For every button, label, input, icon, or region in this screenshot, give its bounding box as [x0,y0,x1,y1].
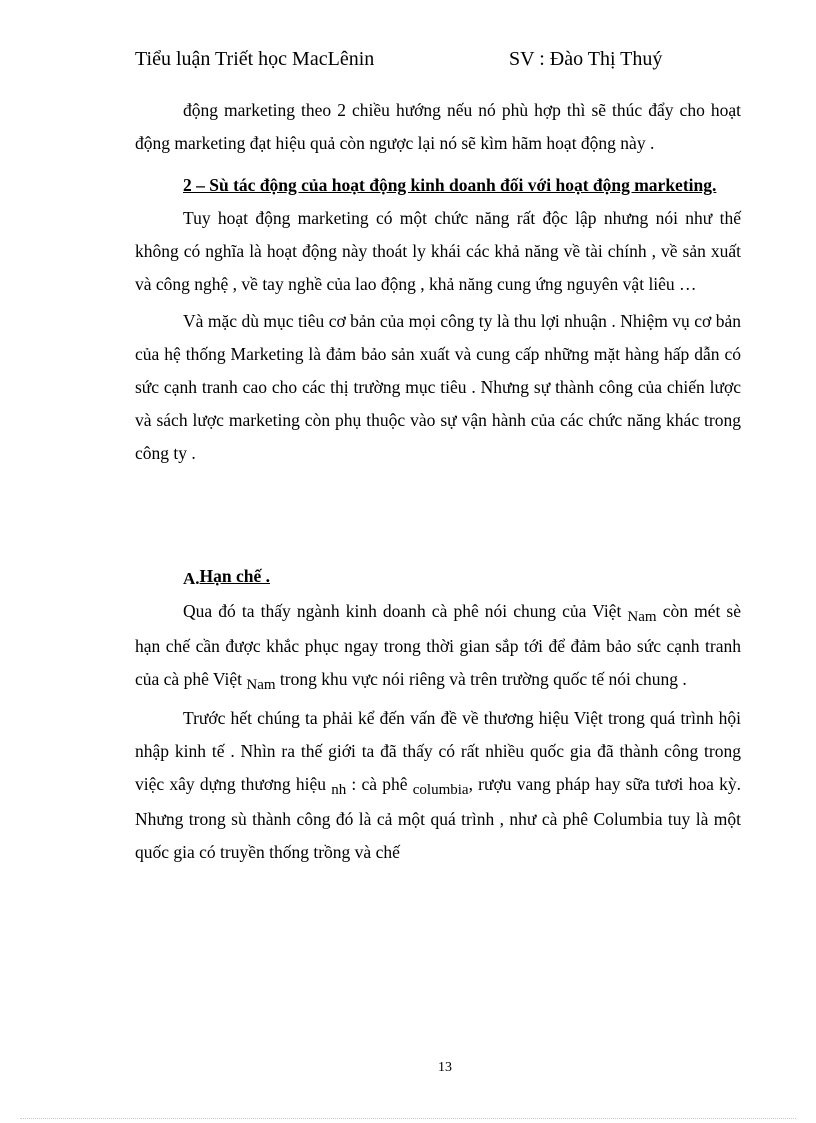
section-a-label: A. [183,569,200,588]
page-number [0,1060,816,1076]
paragraph-5-text-1: Trước hết chúng ta phải kể đến vấn đề về thương hiệu Việt trong quá trình hội nhập kinh tế . Nhìn ra thế giới ta đã thấy có rất nhiều quốc gia đã thành công trong việc xây dựng thương hiệu [135,708,741,794]
header-title: Tiểu luận Triết học MacLênin [135,48,375,70]
page-body [135,94,741,873]
page-number-text: 13 [438,1060,452,1075]
page-header [135,48,741,76]
paragraph-2: Tuy hoạt động marketing có một chức năng rất độc lập nhưng nói như thế không có nghĩa là hoạt động này thoát ly khái các khả năng về tài chính , về sản xuất và công nghệ , về tay nghề của lao động , khả năng cung ứng nguyên vật liêu … [135,208,741,294]
paragraph-4-text-3: trong khu vực nói riêng và trên trường quốc tế nói chung . [275,669,687,689]
paragraph-4-nam-2: Nam [246,677,276,693]
paragraph-5 [135,702,741,869]
paragraph-4-text-2: còn mét sè hạn chế cần được khắc phục ngay trong thời gian sắp tới để đảm bảo sức cạnh tranh của cà phê Việt [135,601,741,689]
paragraph-4 [135,595,741,698]
page-bottom-border [20,1118,796,1119]
paragraph-5-text-2: : cà phê [346,774,413,794]
paragraph-3: Và mặc dù mục tiêu cơ bản của mọi công ty là thu lợi nhuận . Nhiệm vụ cơ bản của hệ thống Marketing là đảm bảo sản xuất và cung cấp những mặt hàng hấp dẫn có sức cạnh tranh cao cho các thị trường mục tiêu . Nhưng sự thành công của chiến lược và sách lược marketing còn phụ thuộc vào sự vận hành của các chức năng khác trong công ty . [135,311,741,463]
paragraph-5-text-3: , rượu vang pháp hay sữa tươi hoa kỳ. Nhưng trong sù thành công đó là cả một quá trình , như cà phê Columbia tuy là một quốc gia có truyền thống trồng và chế [135,774,741,862]
section-a-title: Hạn chế . [199,566,271,586]
section-heading-2: 2 – Sù tác động của hoạt động kinh doanh đối với hoạt động marketing. [183,175,717,195]
paragraph-5-nh: nh [331,782,347,798]
paragraph-4-nam-1: Nam [627,609,657,625]
section-a-heading [135,562,741,595]
paragraph-5-columbia: columbia [412,782,469,798]
paragraph-4-text-1: Qua đó ta thấy ngành kinh doanh cà phê nói chung của Việt [183,601,628,621]
header-author: SV : Đào Thị Thuý [509,48,663,70]
paragraph-1: động marketing theo 2 chiều hướng nếu nó phù hợp thì sẽ thúc đẩy cho hoạt động marketing đạt hiệu quả còn ngược lại nó sẽ kìm hãm hoạt động này . [135,100,741,153]
